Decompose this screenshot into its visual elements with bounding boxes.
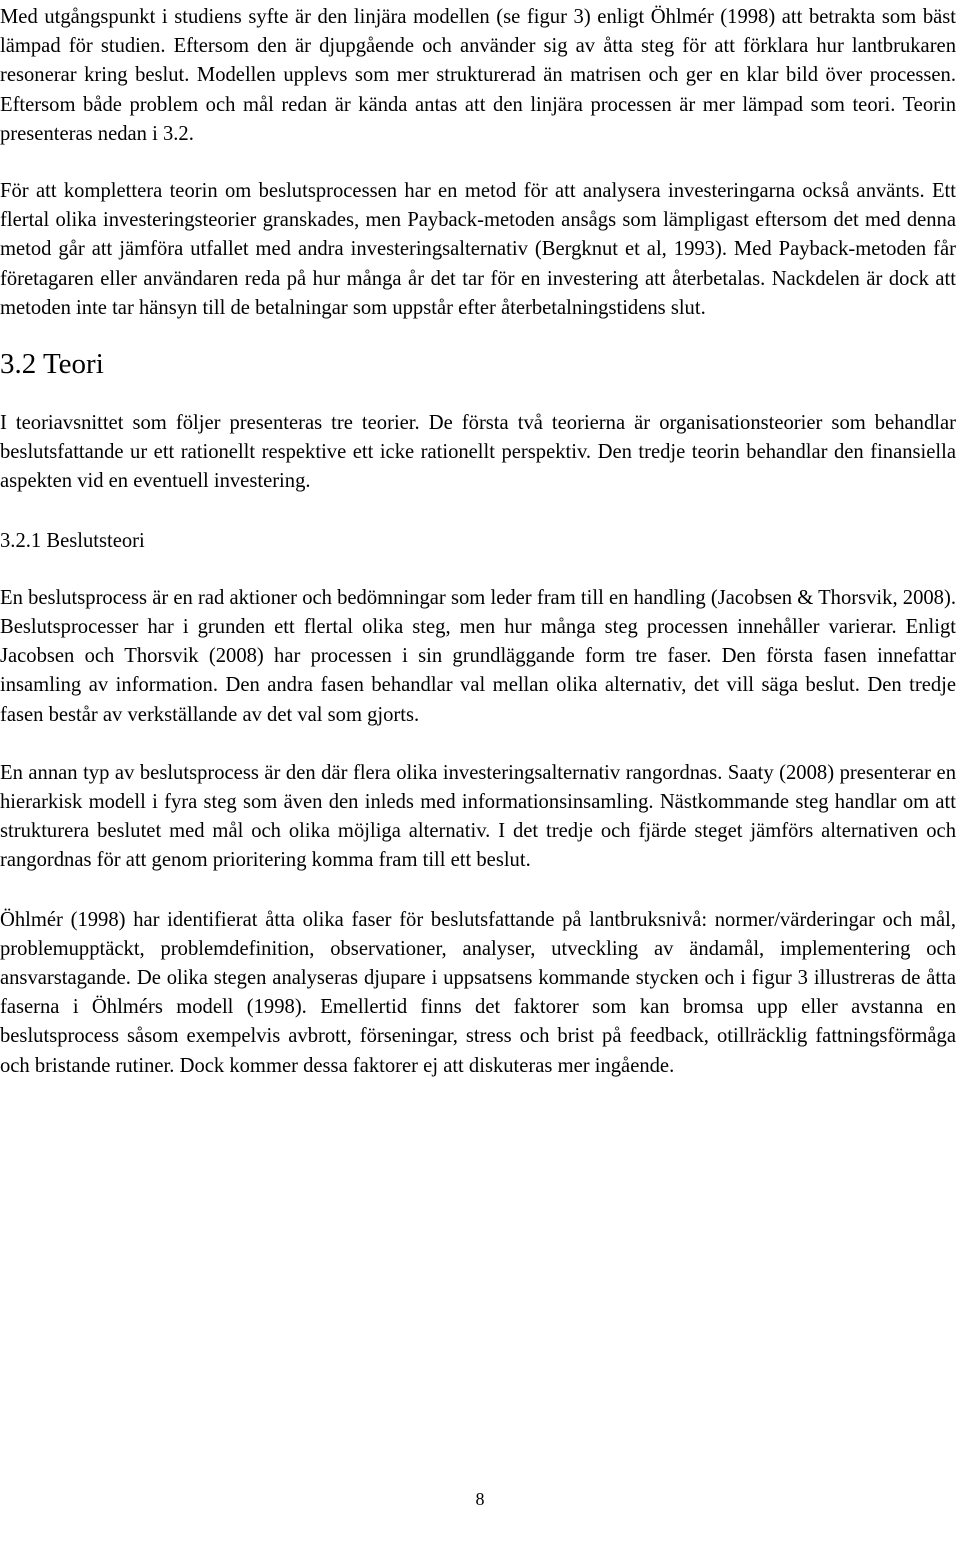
subsection-heading: 3.2.1 Beslutsteori bbox=[0, 529, 145, 552]
body-paragraph: En beslutsprocess är en rad aktioner och bedömningar som leder fram till en handling (Jacobsen & Thorsvik, 2008). Beslutsprocesser har i grunden ett flertal olika steg, men hur många steg processen innehåller varierar. Enligt Jacobsen och Thorsvik (2008) har processen i sin grundläggande form tre faser. Den första fasen innefattar insamling av information. Den andra fasen behandlar val mellan olika alternativ, det vill säga beslut. Den tredje fasen består av verkställande av det val som gjorts. bbox=[0, 586, 956, 726]
section-heading: 3.2 Teori bbox=[0, 348, 104, 381]
body-paragraph: En annan typ av beslutsprocess är den där flera olika investeringsalternativ rangordnas. Saaty (2008) presenterar en hierarkisk modell i fyra steg som även den inleds med informationsinsamling. Nästkommande steg handlar om att strukturera beslutet med mål och olika möjliga alternativ. I det tredje och fjärde steget jämförs alternativen och rangordnas för att genom prioritering komma fram till ett beslut. bbox=[0, 761, 956, 872]
body-paragraph: För att komplettera teorin om beslutsprocessen har en metod för att analysera investeringarna också använts. Ett flertal olika investeringsteorier granskades, men Payback-metoden ansågs som lämpligast eftersom det med denna metod går att jämföra utfallet med andra investeringsalternativ (Bergknut et al, 1993). Med Payback-metoden får företagaren eller användaren reda på hur många år det tar för en investering att återbetalas. Nackdelen är dock att metoden inte tar hänsyn till de betalningar som uppstår efter återbetalningstidens slut. bbox=[0, 180, 956, 319]
body-paragraph: I teoriavsnittet som följer presenteras tre teorier. De första två teorierna är organisationsteorier som behandlar beslutsfattande ur ett rationellt respektive ett icke rationellt perspektiv. Den tredje teorin behandlar den finansiella aspekten vid en eventuell investering. bbox=[0, 412, 956, 493]
body-paragraph: Öhlmér (1998) har identifierat åtta olika faser för beslutsfattande på lantbruksnivå: normer/värderingar och mål, problemupptäckt, problemdefinition, observationer, analyser, utveckling av ändamål, implementering och ansvarstagande. De olika stegen analyseras djupare i uppsatsens kommande stycken och i figur 3 illustreras de åtta faserna i Öhlmérs modell (1998). Emellertid finns det faktorer som kan bromsa upp eller avstanna en beslutsprocess såsom exempelvis avbrott, förseningar, stress och brist på feedback, otillräcklig fattningsförmåga och bristande rutiner. Dock kommer dessa faktorer ej att diskuteras mer ingående. bbox=[0, 908, 956, 1077]
page-content bbox=[0, 3, 956, 1081]
body-paragraph: Med utgångspunkt i studiens syfte är den linjära modellen (se figur 3) enligt Öhlmér (1998) att betrakta som bäst lämpad för studien. Eftersom den är djupgående och använder sig av åtta steg för att förklara hur lantbrukaren resonerar kring beslut. Modellen upplevs som mer strukturerad än matrisen och ger en klar bild över processen. Eftersom både problem och mål redan är kända antas att den linjära processen är mer lämpad som teori. Teorin presenteras nedan i 3.2. bbox=[0, 6, 956, 145]
page-number: 8 bbox=[475, 1489, 485, 1509]
